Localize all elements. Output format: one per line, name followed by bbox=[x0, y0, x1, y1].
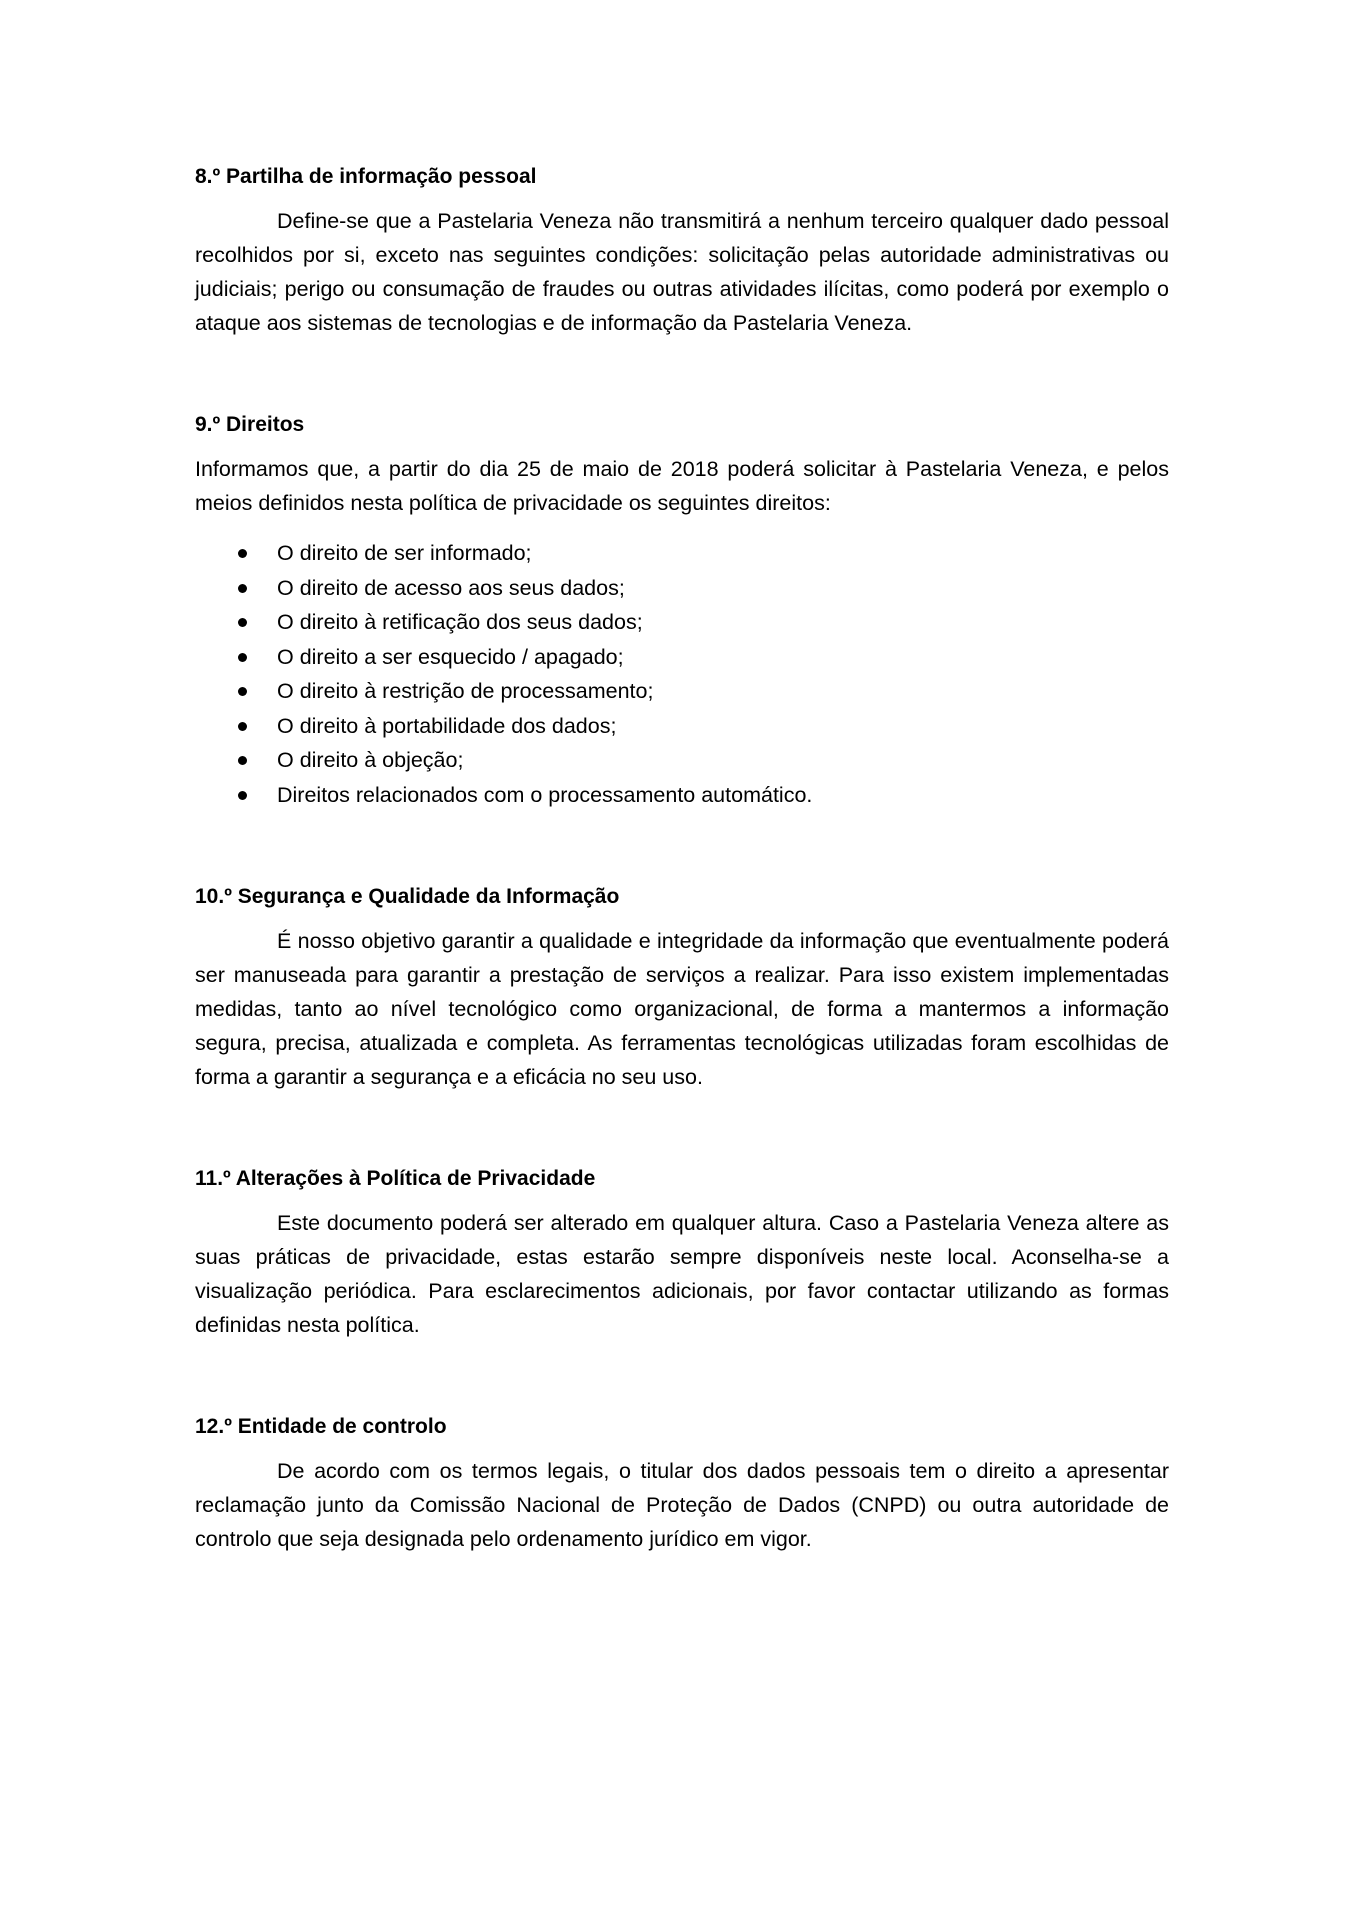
list-item-text: O direito à portabilidade dos dados; bbox=[277, 713, 617, 738]
bullet-icon bbox=[238, 791, 247, 800]
section-title: 11.º Alterações à Política de Privacidade bbox=[195, 1167, 596, 1190]
list-item-text: O direito à retificação dos seus dados; bbox=[277, 610, 643, 634]
document-page bbox=[195, 160, 1169, 1624]
list-item bbox=[195, 640, 1169, 675]
section-alteracoes bbox=[195, 1162, 1169, 1342]
bullet-icon bbox=[238, 653, 247, 662]
list-item bbox=[195, 778, 1169, 813]
list-item-text: O direito à objeção; bbox=[277, 748, 464, 772]
bullet-icon bbox=[238, 756, 247, 765]
section-title: 9.º Direitos bbox=[195, 413, 305, 436]
list-item-text: Direitos relacionados com o processamento automático. bbox=[277, 782, 813, 807]
section-body: De acordo com os termos legais, o titular dos dados pessoais tem o direito a apresentar reclamação junto da Comissão Nacional de Proteção de Dados (CNPD) ou outra autoridade de controlo que seja designada pelo ordenamento jurídico em vigor. bbox=[195, 1459, 1169, 1551]
list-item-text: O direito de ser informado; bbox=[277, 541, 532, 565]
bullet-icon bbox=[238, 549, 247, 558]
section-seguranca bbox=[195, 880, 1169, 1094]
list-item-text: O direito a ser esquecido / apagado; bbox=[277, 644, 624, 669]
section-intro: Informamos que, a partir do dia 25 de maio de 2018 poderá solicitar à Pastelaria Veneza, e pelos meios definidos nesta política de privacidade os seguintes direitos: bbox=[195, 457, 1169, 515]
bullet-icon bbox=[238, 722, 247, 731]
section-body: Este documento poderá ser alterado em qualquer altura. Caso a Pastelaria Veneza altere as suas práticas de privacidade, estas estarão sempre disponíveis neste local. Aconselha-se a visualização periódica. Para esclarecimentos adicionais, por favor contactar utilizando as formas definidas nesta política. bbox=[195, 1211, 1169, 1337]
bullet-icon bbox=[238, 584, 247, 593]
section-entidade-controlo bbox=[195, 1410, 1169, 1556]
section-body: É nosso objetivo garantir a qualidade e integridade da informação que eventualmente poderá ser manuseada para garantir a prestação de serviços a realizar. Para isso existem implementadas medidas, tanto ao nível tecnológico como organizacional, de forma a mantermos a informação segura, precisa, atualizada e completa. As ferramentas tecnológicas utilizadas foram escolhidas de forma a garantir a segurança e a eficácia no seu uso. bbox=[195, 929, 1169, 1089]
list-item bbox=[195, 571, 1169, 606]
list-item bbox=[195, 674, 1169, 709]
list-item bbox=[195, 536, 1169, 571]
list-item bbox=[195, 605, 1169, 640]
bullet-icon bbox=[238, 687, 247, 696]
list-item-text: O direito à restrição de processamento; bbox=[277, 679, 654, 703]
list-item bbox=[195, 743, 1169, 778]
section-direitos bbox=[195, 408, 1169, 812]
section-title: 12.º Entidade de controlo bbox=[195, 1415, 447, 1438]
bullet-icon bbox=[238, 618, 247, 627]
section-title: 8.º Partilha de informação pessoal bbox=[195, 165, 537, 188]
list-item bbox=[195, 709, 1169, 744]
list-item-text: O direito de acesso aos seus dados; bbox=[277, 575, 625, 600]
section-body: Define-se que a Pastelaria Veneza não transmitirá a nenhum terceiro qualquer dado pessoal recolhidos por si, exceto nas seguintes condições: solicitação pelas autoridade administrativas ou judiciais; perigo ou consumação de fraudes ou outras atividades ilícitas, como poderá por exemplo o ataque aos sistemas de tecnologias e de informação da Pastelaria Veneza. bbox=[195, 209, 1169, 335]
section-title: 10.º Segurança e Qualidade da Informação bbox=[195, 885, 620, 908]
section-partilha bbox=[195, 160, 1169, 340]
rights-list bbox=[195, 536, 1169, 812]
